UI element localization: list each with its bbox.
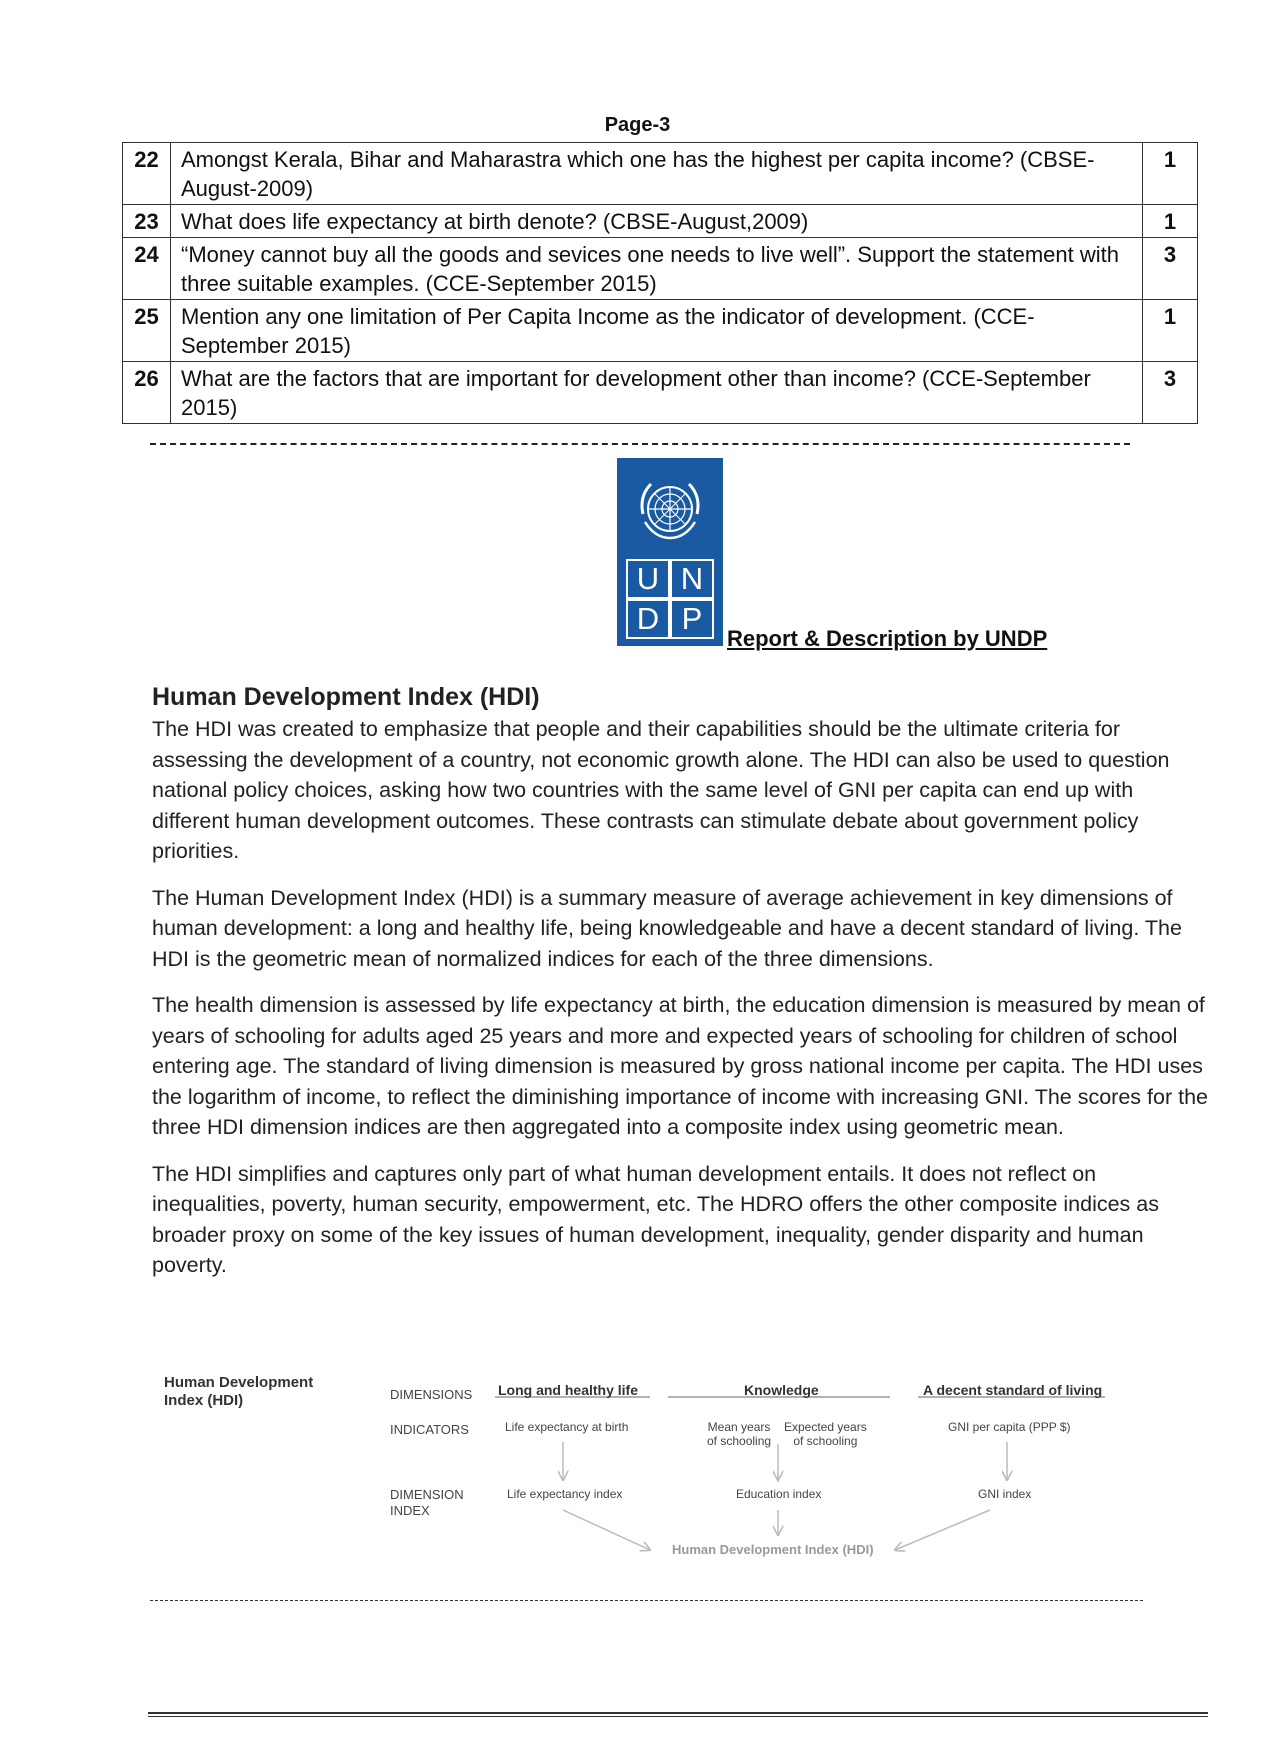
paragraph: The Human Development Index (HDI) is a summary measure of average achievement in key dimensions of human development: a long and healthy life, being knowledgeable and have a decent standard of living. The HDI is the geometric mean of normalized indices for each of the three dimensions. xyxy=(152,885,1182,971)
dim-living: A decent standard of living xyxy=(923,1382,1103,1398)
ind-expected-years xyxy=(784,1420,867,1448)
page-label: Page-3 xyxy=(604,114,671,136)
question-text: What are the factors that are important for development other than income? (CCE-September 2015) xyxy=(171,362,1143,424)
question-marks: 1 xyxy=(1143,300,1198,362)
question-number: 23 xyxy=(123,205,171,238)
ind-line: of schooling xyxy=(707,1434,772,1448)
row-label-line: DIMENSION xyxy=(390,1487,464,1502)
table-row xyxy=(123,238,1198,300)
table-row xyxy=(123,300,1198,362)
question-text: What does life expectancy at birth denote? (CBSE-August,2009) xyxy=(171,205,1143,238)
footer-rule xyxy=(148,1716,1208,1717)
ind-life-expectancy: Life expectancy at birth xyxy=(505,1420,629,1434)
question-table xyxy=(122,142,1198,424)
question-marks: 1 xyxy=(1143,205,1198,238)
ind-mean-years xyxy=(707,1420,771,1448)
logo-letter: D xyxy=(626,599,670,639)
table-row xyxy=(123,205,1198,238)
row-label-indicators: INDICATORS xyxy=(390,1422,469,1437)
question-number: 26 xyxy=(123,362,171,424)
diagram-title-line: Index (HDI) xyxy=(164,1392,244,1409)
report-caption: Report & Description by UNDP xyxy=(727,626,1048,651)
ind-line: Expected years xyxy=(784,1420,867,1434)
divider-dashed-top xyxy=(150,443,1130,445)
idx-education: Education index xyxy=(736,1487,822,1501)
logo-letter: U xyxy=(626,559,670,599)
hdi-result: Human Development Index (HDI) xyxy=(672,1542,874,1557)
idx-gni: GNI index xyxy=(978,1487,1032,1501)
diagram-title-line: Human Development xyxy=(164,1374,314,1391)
footer-rule xyxy=(148,1712,1208,1714)
diagram-title xyxy=(164,1374,313,1410)
dim-health: Long and healthy life xyxy=(498,1382,639,1398)
arrow-gni-to-hdi xyxy=(895,1510,990,1550)
ind-line: Mean years xyxy=(707,1420,771,1434)
paragraph: The health dimension is assessed by life expectancy at birth, the education dimension is measured by mean of years of schooling for adults aged 25 years and more and expected years of schooling for children of school entering age. The standard of living dimension is measured by gross national income per capita. The HDI uses the logarithm of income, to reflect the diminishing importance of income with increasing GNI. The scores for the three HDI dimension indices are then aggregated into a composite index using geometric mean. xyxy=(152,993,1208,1139)
row-label-dimensions: DIMENSIONS xyxy=(390,1387,473,1402)
arrow-life-to-hdi xyxy=(563,1510,650,1550)
table-row xyxy=(123,362,1198,424)
question-marks: 3 xyxy=(1143,362,1198,424)
row-label-line: INDEX xyxy=(390,1503,430,1518)
undp-logo xyxy=(617,458,723,646)
row-label-dimension-index xyxy=(390,1487,464,1519)
ind-line: of schooling xyxy=(793,1434,858,1448)
logo-letter: N xyxy=(670,559,714,599)
logo-letter: P xyxy=(670,599,714,639)
un-emblem-icon xyxy=(635,474,705,544)
paragraph: The HDI was created to emphasize that people and their capabilities should be the ultimate criteria for assessing the development of a country, not economic growth alone. The HDI can also be used to question national policy choices, asking how two countries with the same level of GNI per capita can end up with different human development outcomes. These contrasts can stimulate debate about government policy priorities. xyxy=(152,717,1170,863)
question-number: 22 xyxy=(123,143,171,205)
hdi-diagram xyxy=(150,1370,1120,1570)
question-marks: 1 xyxy=(1143,143,1198,205)
table-row xyxy=(123,143,1198,205)
question-number: 25 xyxy=(123,300,171,362)
question-text: Amongst Kerala, Bihar and Maharastra which one has the highest per capita income? (CBSE-August-2009) xyxy=(171,143,1143,205)
undp-letters xyxy=(626,559,714,639)
paragraph: The HDI simplifies and captures only part of what human development entails. It does not reflect on inequalities, poverty, human security, empowerment, etc. The HDRO offers the other composite indices as broader proxy on some of the key issues of human development, inequality, gender disparity and human poverty. xyxy=(152,1161,1159,1277)
divider-dashed-bottom xyxy=(150,1600,1143,1601)
idx-life-expectancy: Life expectancy index xyxy=(507,1487,623,1501)
question-text: “Money cannot buy all the goods and sevices one needs to live well”. Support the statement with three suitable examples. (CCE-September 2015) xyxy=(171,238,1143,300)
dim-knowledge: Knowledge xyxy=(744,1382,819,1398)
question-marks: 3 xyxy=(1143,238,1198,300)
hdi-body xyxy=(152,714,1212,1297)
section-title: Human Development Index (HDI) xyxy=(152,683,540,711)
ind-gni: GNI per capita (PPP $) xyxy=(948,1420,1071,1434)
question-text: Mention any one limitation of Per Capita Income as the indicator of development. (CCE-September 2015) xyxy=(171,300,1143,362)
question-number: 24 xyxy=(123,238,171,300)
